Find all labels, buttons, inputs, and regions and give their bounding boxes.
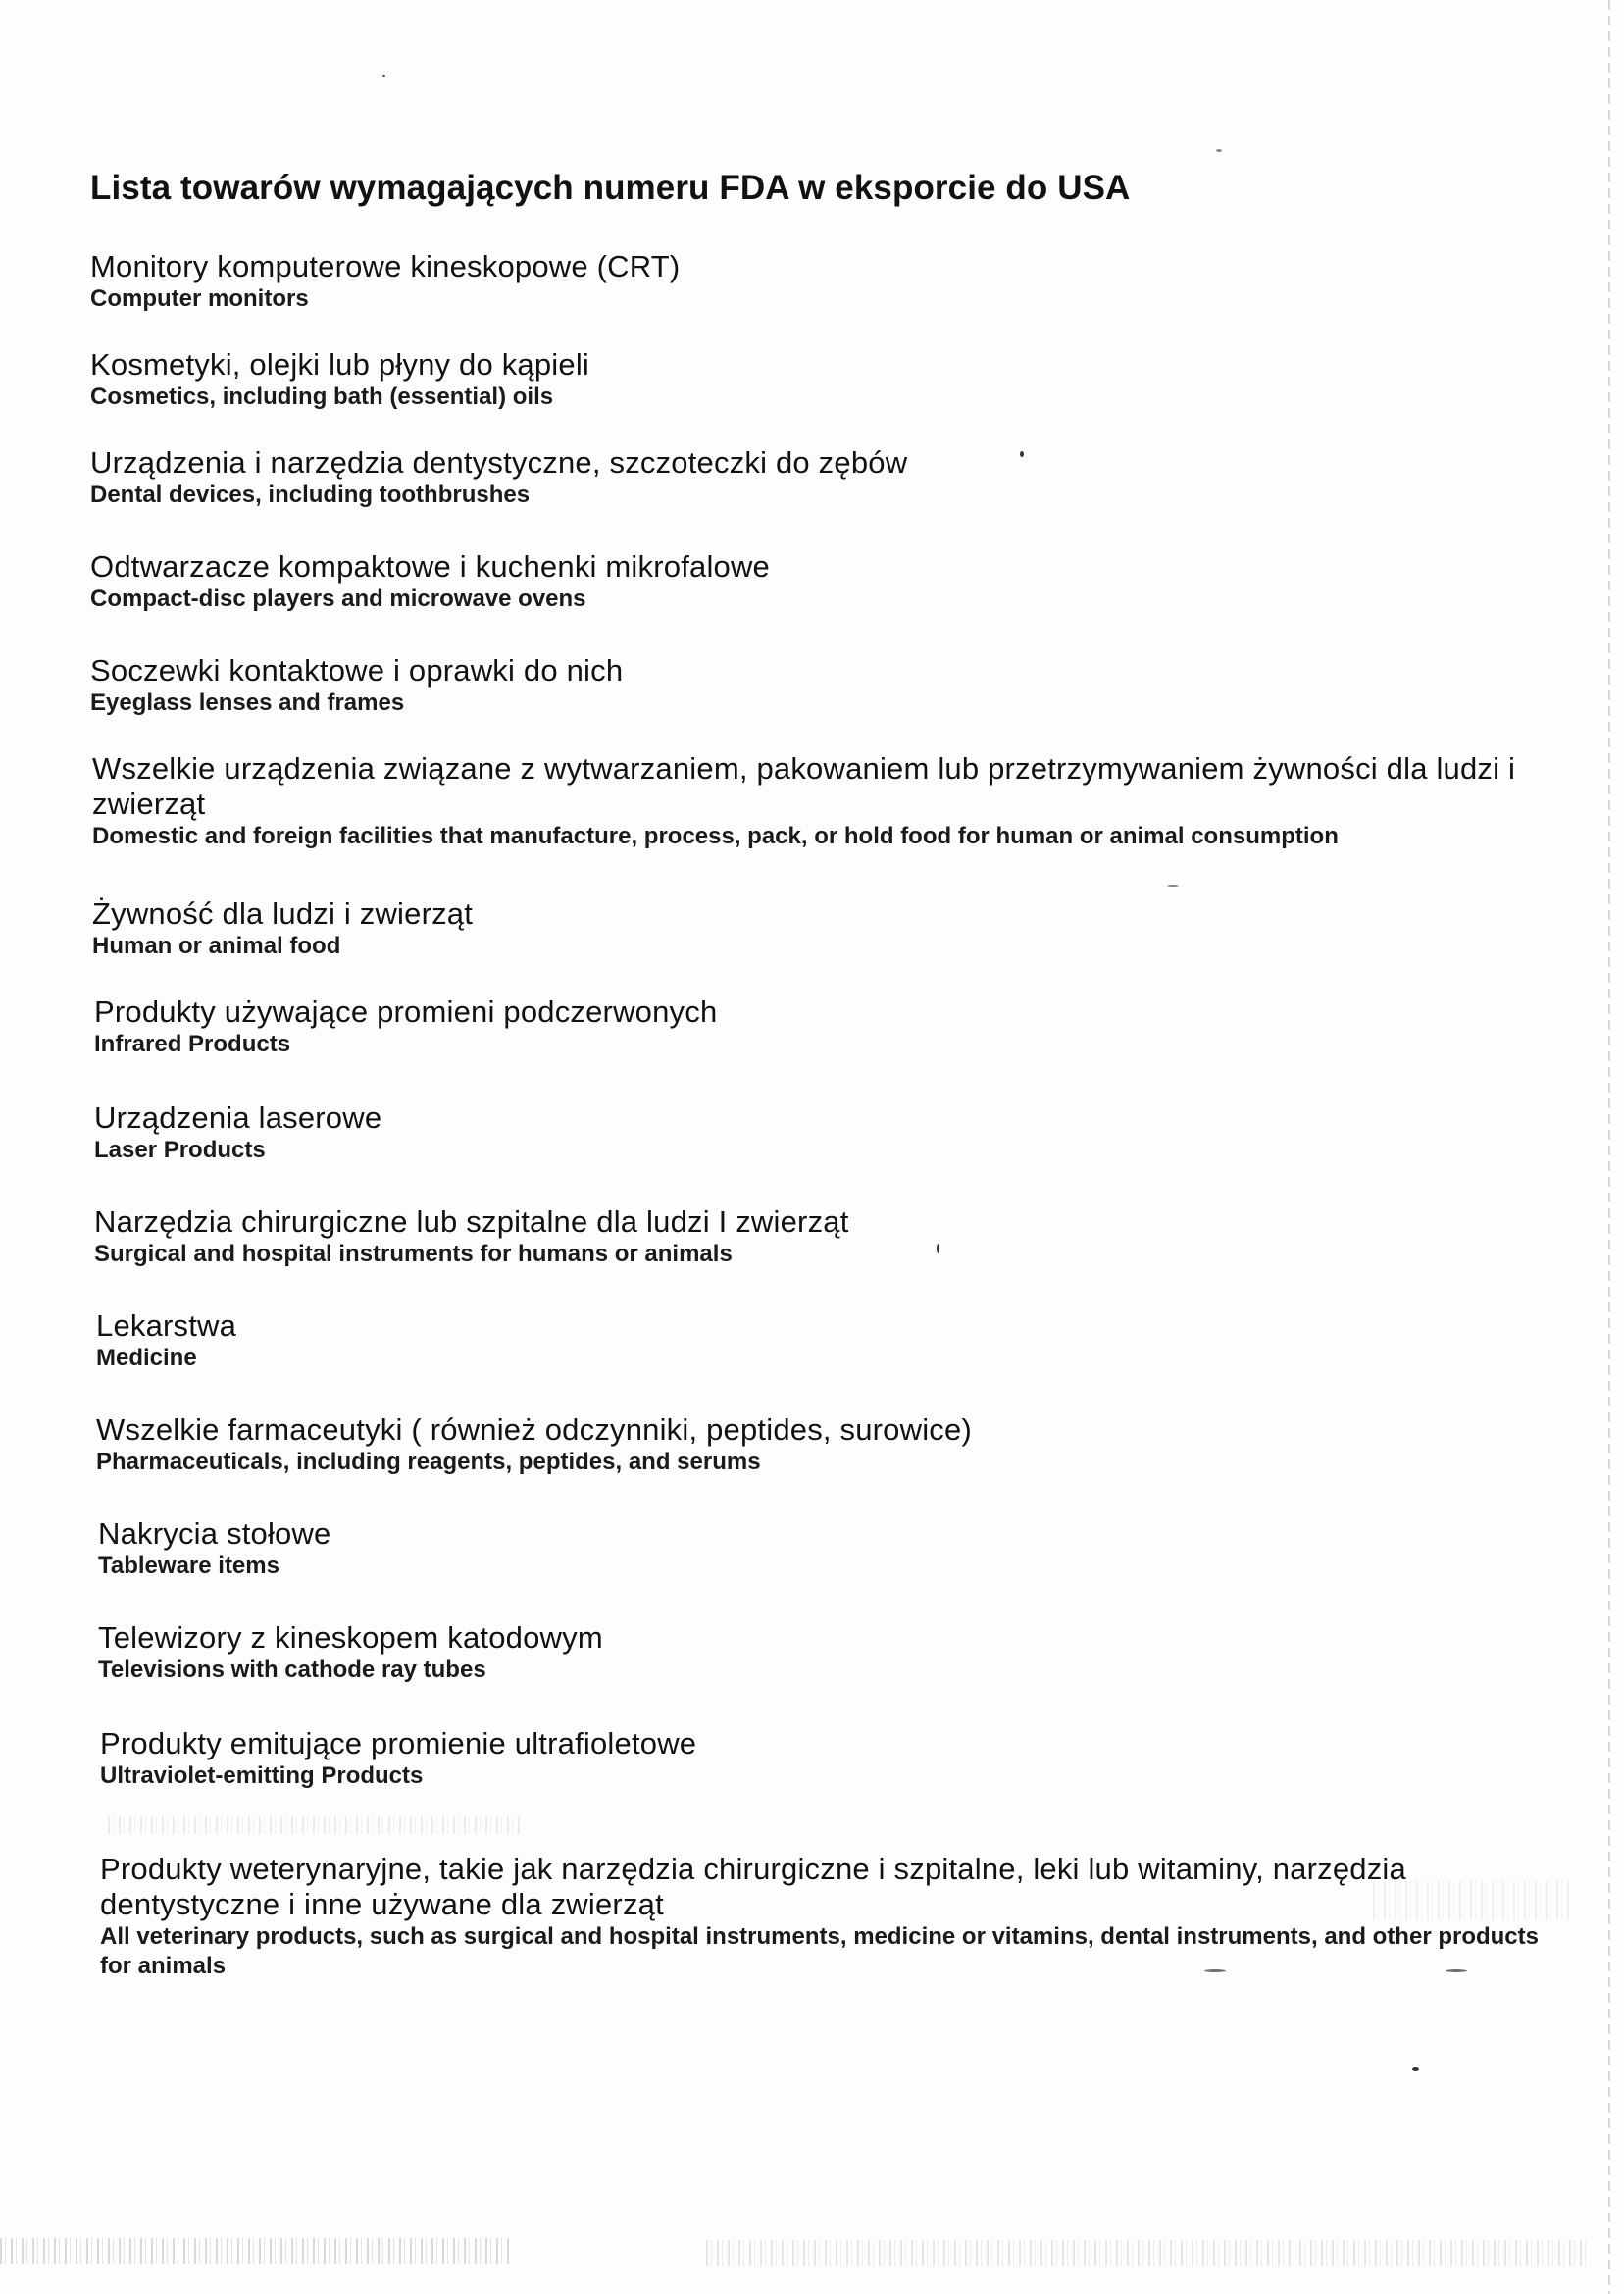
- scan-noise: [1373, 1881, 1569, 1920]
- item-english-name: Laser Products: [94, 1137, 266, 1163]
- item-english-name: All veterinary products, such as surgical and hospital instruments, medicine or vitamins, dental instruments, and other products for animals: [100, 1923, 1539, 1979]
- item-polish-name: Telewizory z kineskopem katodowym: [98, 1620, 603, 1655]
- list-item: [96, 1412, 1567, 1477]
- scan-noise: [706, 2240, 1589, 2266]
- scan-speck: [1020, 451, 1024, 457]
- item-english-name: Compact-disc players and microwave ovens: [90, 586, 586, 612]
- item-english-name: Cosmetics, including bath (essential) oils: [90, 383, 554, 410]
- item-english-name: Pharmaceuticals, including reagents, peptides, and serums: [96, 1449, 761, 1475]
- scan-edge-artifact: [1608, 0, 1610, 2294]
- list-item: [90, 445, 1561, 510]
- item-polish-name: Narzędzia chirurgiczne lub szpitalne dla ludzi I zwierząt: [94, 1204, 849, 1239]
- scan-noise: [0, 2238, 510, 2264]
- scan-speck: [1167, 885, 1179, 887]
- scan-speck: [382, 75, 385, 77]
- item-english-name: Surgical and hospital instruments for humans or animals: [94, 1241, 733, 1267]
- list-item: [100, 1726, 1571, 1791]
- scan-speck: [1204, 1969, 1226, 1972]
- item-polish-name: Produkty używające promieni podczerwonych: [94, 994, 718, 1029]
- scan-speck: [1216, 149, 1222, 152]
- list-item: [94, 1204, 1565, 1269]
- list-item: [92, 751, 1544, 851]
- item-polish-name: Monitory komputerowe kineskopowe (CRT): [90, 249, 681, 283]
- item-english-name: Dental devices, including toothbrushes: [90, 482, 531, 508]
- list-item: [90, 347, 1561, 412]
- item-polish-name: Żywność dla ludzi i zwierząt: [92, 896, 474, 931]
- item-polish-name: Produkty weterynaryjne, takie jak narzędzia chirurgiczne i szpitalne, leki lub witaminy, narzędzia dentystyczne i inne używane dla zwierząt: [100, 1852, 1406, 1921]
- item-english-name: Eyeglass lenses and frames: [90, 689, 405, 716]
- item-english-name: Medicine: [96, 1345, 197, 1371]
- item-english-name: Infrared Products: [94, 1031, 291, 1057]
- list-item: [94, 994, 1565, 1059]
- item-polish-name: Kosmetyki, olejki lub płyny do kąpieli: [90, 347, 590, 382]
- item-english-name: Tableware items: [98, 1553, 279, 1579]
- document-title: Lista towarów wymagających numeru FDA w eksporcie do USA: [90, 169, 1131, 207]
- list-item: [90, 549, 1561, 614]
- item-polish-name: Urządzenia i narzędzia dentystyczne, szczoteczki do zębów: [90, 445, 908, 480]
- item-english-name: Ultraviolet-emitting Products: [100, 1762, 424, 1789]
- scan-speck: [1446, 1969, 1467, 1972]
- item-english-name: Domestic and foreign facilities that manufacture, process, pack, or hold food for human or animal consumption: [92, 823, 1339, 849]
- item-polish-name: Wszelkie urządzenia związane z wytwarzaniem, pakowaniem lub przetrzymywaniem żywności dla ludzi i zwierząt: [92, 751, 1516, 821]
- item-polish-name: Soczewki kontaktowe i oprawki do nich: [90, 653, 624, 688]
- list-item: [94, 1100, 1565, 1165]
- list-item: [90, 249, 1561, 314]
- list-item: [98, 1516, 1569, 1581]
- scan-speck: [1412, 2067, 1419, 2071]
- item-polish-name: Odtwarzacze kompaktowe i kuchenki mikrofalowe: [90, 549, 770, 584]
- item-english-name: Computer monitors: [90, 285, 309, 312]
- item-polish-name: Nakrycia stołowe: [98, 1516, 331, 1551]
- item-polish-name: Lekarstwa: [96, 1308, 237, 1343]
- list-item: [96, 1308, 1567, 1373]
- item-english-name: Human or animal food: [92, 933, 341, 959]
- list-item: [98, 1620, 1569, 1685]
- item-polish-name: Produkty emitujące promienie ultrafioletowe: [100, 1726, 697, 1760]
- list-item: [100, 1852, 1551, 1981]
- list-item: [90, 653, 1561, 718]
- item-polish-name: Urządzenia laserowe: [94, 1100, 382, 1135]
- list-item: [92, 896, 1563, 961]
- scan-speck: [937, 1244, 939, 1253]
- scan-noise: [108, 1816, 520, 1834]
- item-polish-name: Wszelkie farmaceutyki ( również odczynniki, peptides, surowice): [96, 1412, 972, 1447]
- item-english-name: Televisions with cathode ray tubes: [98, 1657, 486, 1683]
